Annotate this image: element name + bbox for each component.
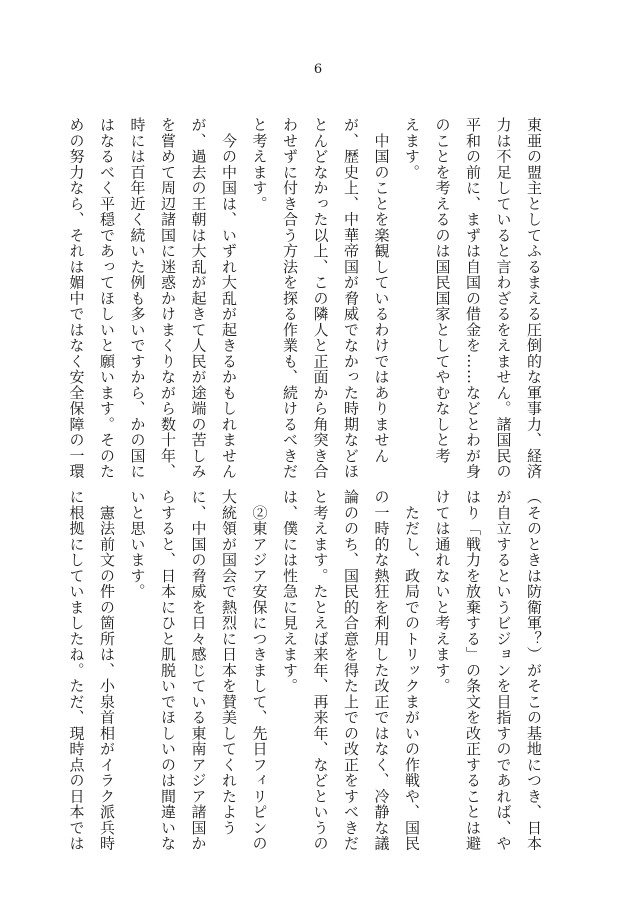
text-line: 時には百年近く続いた例も多いですから、かの国に bbox=[128, 117, 147, 480]
text-line: 憲法前文の件の箇所は、小泉首相がイラク派兵時 bbox=[98, 489, 116, 852]
text-line: らすると、日本にひと肌脱いでほしいのは間違いな bbox=[159, 489, 177, 852]
text-line: のことを考えるのは国民国家としてやむなしと考 bbox=[433, 117, 452, 464]
text-line: が自立するというビジョンを目指すのであれば、や bbox=[494, 489, 513, 852]
text-line: ただし、政局でのトリックまがいの作戦や、国民 bbox=[403, 489, 421, 852]
text-line: と考えます。たとえば来年、再来年、などというの bbox=[311, 489, 330, 852]
text-line: とんどなかった以上、この隣人と正面から角突き合 bbox=[311, 117, 330, 480]
text-line: 中国のことを楽観しているわけではありません bbox=[372, 117, 391, 464]
text-line: 論ののち、国民的合意を得た上での改正をすべきだ bbox=[342, 489, 360, 852]
text-line: が、歴史上、中華帝国が脅威でなかった時期などほ bbox=[342, 117, 360, 480]
text-line: ②東アジア安保につきまして、先日フィリピンの bbox=[250, 489, 269, 852]
page-number: 6 bbox=[313, 62, 323, 77]
text-line: 東亜の盟主としてふるまえる圧倒的な軍事力、経済 bbox=[525, 117, 543, 480]
text-line: 今の中国は、いずれ大乱が起きるかもしれません bbox=[220, 117, 238, 480]
text-line: 大統領が国会で熱烈に日本を賛美してくれたよう bbox=[220, 489, 238, 836]
text-line: めの努力なら、それは媚中ではなく安全保障の一環 bbox=[67, 117, 86, 480]
text-line: わせずに付き合う方法を探る作業も、続けるべきだ bbox=[281, 117, 299, 480]
text-line: に根拠にしていましたね。ただ、現時点の日本では bbox=[67, 489, 86, 852]
text-line: けては通れないと考えます。 bbox=[433, 489, 452, 694]
text-line: えます。 bbox=[403, 117, 421, 180]
text-line: の一時的な熱狂を利用した改正ではなく、冷静な議 bbox=[372, 489, 391, 852]
text-line: を嘗めて周辺諸国に迷惑かけまくりながら数十年、 bbox=[159, 117, 177, 480]
text-line: はり「戦力を放棄する」の条文を改正することは避 bbox=[464, 489, 482, 852]
text-line: に、中国の脅威を日々感じている東南アジア諸国か bbox=[189, 489, 208, 852]
text-line: は、僕には性急に見えます。 bbox=[281, 489, 299, 694]
text-line: はなるべく平穏であってほしいと願います。そのた bbox=[98, 117, 116, 480]
text-line: と考えます。 bbox=[250, 117, 269, 212]
text-block-top bbox=[67, 117, 549, 480]
text-line: 平和の前に、まずは自国の借金を……などとわが身 bbox=[464, 117, 482, 480]
text-line: が、過去の王朝は大乱が起きて人民が途端の苦しみ bbox=[189, 117, 208, 480]
text-line: 力は不足していると言わざるをえません。諸国民の bbox=[494, 117, 513, 480]
text-line: （そのときは防衛軍？）がそこの基地につき、日本 bbox=[525, 489, 543, 852]
text-line: いと思います。 bbox=[128, 489, 147, 600]
text-block-bottom bbox=[67, 489, 549, 852]
